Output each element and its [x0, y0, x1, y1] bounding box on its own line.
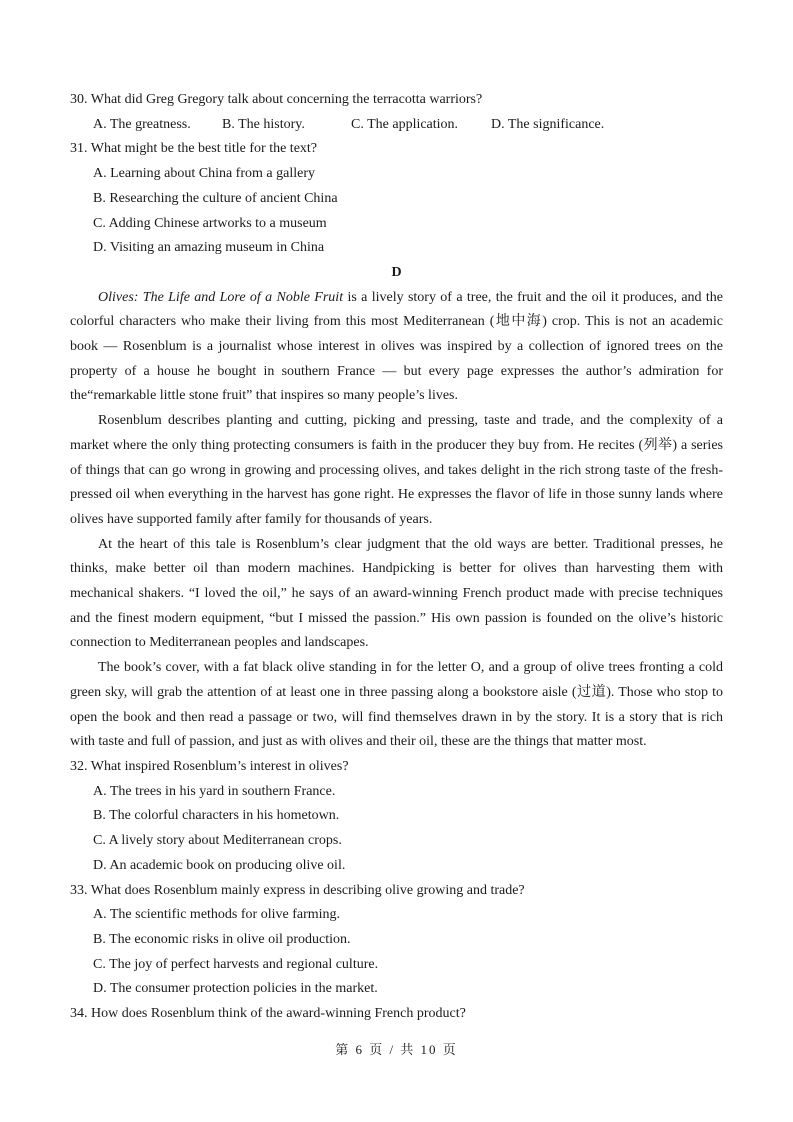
footer-page-number: 第 6 页 / 共 10 页 — [335, 1042, 458, 1057]
question-33-option-b: B. The economic risks in olive oil production. — [93, 931, 351, 947]
question-30: 30. What did Greg Gregory talk about concerning the terracotta warriors? — [70, 92, 483, 107]
question-32-option-a: A. The trees in his yard in southern France. — [93, 783, 336, 799]
question-32-option-d: D. An academic book on producing olive oil. — [93, 857, 346, 873]
question-32: 32. What inspired Rosenblum’s interest in olives? — [70, 758, 349, 774]
question-33: 33. What does Rosenblum mainly express in describing olive growing and trade? — [70, 882, 525, 898]
question-30-option-d: D. The significance. — [491, 116, 605, 132]
passage-paragraph-1 — [70, 286, 723, 410]
question-31-option-c: C. Adding Chinese artworks to a museum — [93, 215, 327, 231]
question-31-option-a: A. Learning about China from a gallery — [93, 166, 315, 182]
passage-paragraph-4: The book’s cover, with a fat black olive standing in for the letter O, and a group of olive trees fronting a cold green sky, will grab the attention of at least one in three passing along a bookstore aisle (过道). Those who stop to open the book and then read a passage or two, will find themselves drawn in by the story. It is a story that is rich with taste and full of passion, and just as with olives and their oil, these are the things that matter most. — [70, 660, 723, 750]
passage-section-label: D — [391, 264, 402, 280]
book-title: Olives: The Life and Lore of a Noble Fruit — [98, 289, 344, 305]
passage-paragraph-2: Rosenblum describes planting and cutting, picking and pressing, taste and trade, and the complexity of a market where the only thing protecting consumers is faith in the producer they buy from. He recites (列举) a series of things that can go wrong in growing and processing olives, and takes delight in the rich strong taste of the fresh-pressed oil when everything in the harvest has gone right. He expresses the flavor of life in those sunny lands where olives have supported family after family for thousands of years. — [70, 413, 723, 527]
question-33-option-c: C. The joy of perfect harvests and regional culture. — [93, 956, 379, 972]
question-31-option-b: B. Researching the culture of ancient China — [93, 190, 338, 206]
question-30-options — [70, 113, 723, 138]
question-30-option-c: C. The application. — [351, 116, 459, 132]
question-32-option-c: C. A lively story about Mediterranean crops. — [93, 833, 342, 849]
question-33-option-d: D. The consumer protection policies in the market. — [93, 981, 378, 997]
passage-paragraph-3: At the heart of this tale is Rosenblum’s clear judgment that the old ways are better. Traditional presses, he thinks, make better oil than modern machines. Handpicking is better for olives than harvesting them with mechanical shakers. “I loved the oil,” he says of an award-winning French product made with precise techniques and the finest modern equipment, “but I missed the passion.” His own passion is founded on the olive’s historic connection to Mediterranean peoples and landscapes. — [70, 536, 723, 651]
question-33-option-a: A. The scientific methods for olive farming. — [93, 907, 341, 923]
question-31-option-d: D. Visiting an amazing museum in China — [93, 240, 325, 256]
page-content — [70, 88, 723, 1027]
question-32-option-b: B. The colorful characters in his hometown. — [93, 808, 340, 824]
question-30-option-a: A. The greatness. — [93, 116, 191, 132]
question-30-option-b: B. The history. — [222, 116, 305, 132]
question-34: 34. How does Rosenblum think of the award-winning French product? — [70, 1006, 466, 1022]
question-31: 31. What might be the best title for the text? — [70, 141, 318, 157]
passage-paragraph-1-text: is a lively story of a tree, the fruit and the oil it produces, and the colorful characters who make their living from this most Mediterranean (地中海) crop. This is not an academic book — Rosenblum is a journalist whose interest in olives was inspired by a collection of ignored trees on the property of a house he bought in southern France — but every page expresses the author’s admiration for the“remarkable little stone fruit” that inspires so many people’s lives. — [70, 289, 723, 404]
